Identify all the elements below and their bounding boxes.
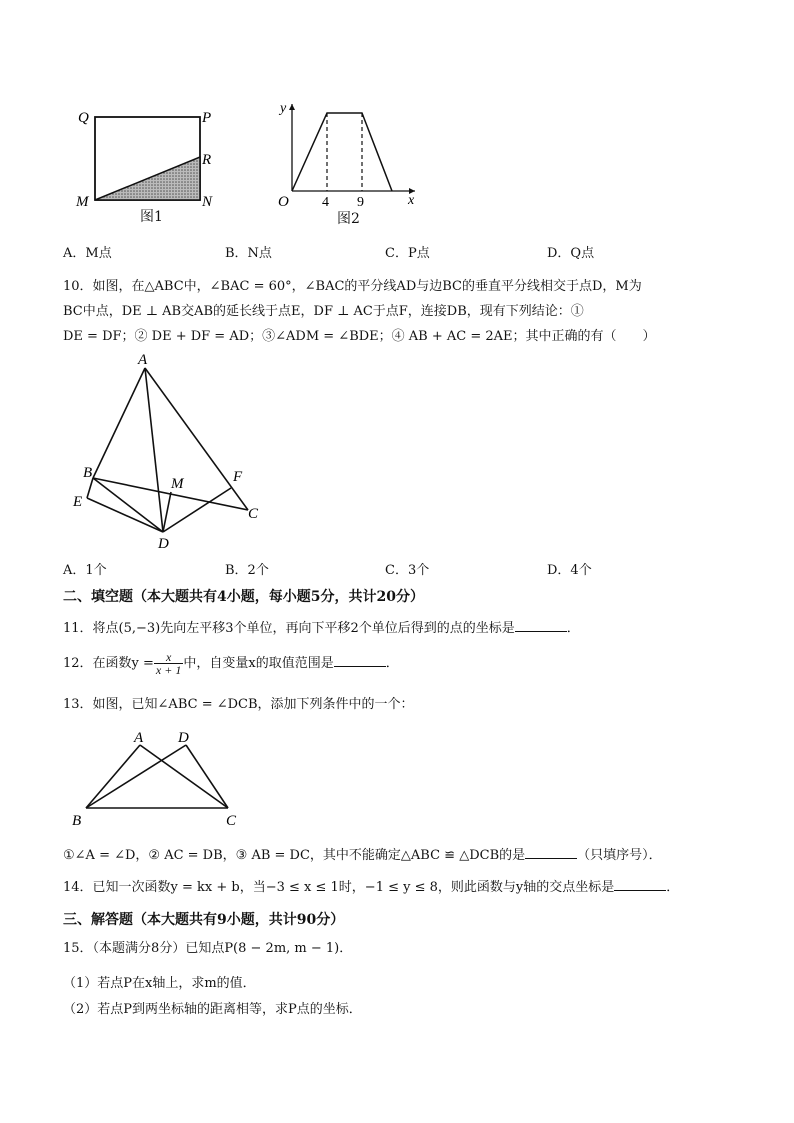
q14-end: ． xyxy=(666,880,680,895)
q12-fraction xyxy=(154,651,183,676)
q14-text: 14．已知一次函数y = kx + b，当−3 ≤ x ≤ 1时，−1 ≤ y ≤ 8，则此函数与y轴的交点坐标是 xyxy=(63,880,615,895)
label-P: P xyxy=(202,110,212,126)
figure-q10 xyxy=(65,350,275,555)
q10-option-b: B．2个 xyxy=(225,563,269,578)
q12-post: 中，自变量x的取值范围是 xyxy=(183,656,334,671)
q15-part-2: （2）若点P到两坐标轴的距离相等，求P点的坐标． xyxy=(63,1002,362,1017)
q13-answer-blank[interactable] xyxy=(525,844,577,859)
label-C: C xyxy=(248,506,259,522)
q13-conditions-text: ①∠A = ∠D，② AC = DB，③ AB = DC，其中不能确定△ABC ≌ △DCB的是 xyxy=(63,848,526,863)
label-F: F xyxy=(233,469,243,485)
tick-9: 9 xyxy=(357,195,364,210)
q10-line-3: DE = DF；② DE + DF = AD；③∠ADM = ∠BDE；④ AB + AC = 2AE；其中正确的有（ ） xyxy=(63,329,656,344)
label-A: A xyxy=(134,730,144,746)
q11 xyxy=(63,617,580,638)
tick-4: 4 xyxy=(322,195,329,210)
label-Q: Q xyxy=(78,110,89,126)
origin-label: O xyxy=(278,194,289,210)
q9-option-b: B．N点 xyxy=(225,246,272,261)
q13-text: 13．如图，已知∠ABC = ∠DCB，添加下列条件中的一个： xyxy=(63,697,414,712)
q15-part-1: （1）若点P在x轴上，求m的值． xyxy=(63,976,256,991)
figure-q10-drawing xyxy=(65,350,275,555)
q11-end: ． xyxy=(566,621,580,636)
section-3-heading: 三、解答题（本大题共有9小题，共计90分） xyxy=(63,912,345,928)
q10-line-1: 10．如图，在△ABC中，∠BAC = 60°，∠BAC的平分线AD与边BC的垂直平分线相交于点D，M为 xyxy=(63,279,642,294)
label-D: D xyxy=(158,536,169,552)
q13-end: （只填序号）． xyxy=(577,848,662,863)
axis-x-label: x xyxy=(408,193,415,208)
axis-y-label: y xyxy=(280,101,287,116)
q11-answer-blank[interactable] xyxy=(515,617,567,632)
q9-option-c: C．P点 xyxy=(385,246,430,261)
figure-1 xyxy=(70,100,220,230)
q14-answer-blank[interactable] xyxy=(614,876,666,891)
q9-option-d: D．Q点 xyxy=(547,246,595,261)
section-2-heading: 二、填空题（本大题共有4小题，每小题5分，共计20分） xyxy=(63,589,424,605)
q13-conditions xyxy=(63,844,662,865)
q12-end: ． xyxy=(385,656,399,671)
q12-denominator: x + 1 xyxy=(155,663,182,677)
q11-text: 11．将点(5,−3)先向左平移3个单位，再向下平移2个单位后得到的点的坐标是 xyxy=(63,621,515,636)
label-N: N xyxy=(202,194,213,210)
label-B: B xyxy=(72,813,82,829)
figure-1-caption: 图1 xyxy=(140,209,163,225)
q9-option-a: A．M点 xyxy=(63,246,112,261)
q12-pre: 12．在函数y = xyxy=(63,656,154,671)
q10-option-d: D．4个 xyxy=(547,563,592,578)
figure-q13 xyxy=(68,725,253,830)
q14 xyxy=(63,876,679,897)
label-D: D xyxy=(178,730,189,746)
q12-numerator: x xyxy=(154,651,183,664)
label-M: M xyxy=(76,194,89,210)
q10-option-a: A．1个 xyxy=(63,563,107,578)
label-A: A xyxy=(138,352,148,368)
label-R: R xyxy=(202,152,212,168)
figure-2-caption: 图2 xyxy=(337,211,360,227)
label-B: B xyxy=(83,465,93,481)
q15-stem: 15．（本题满分8分）已知点P(8 − 2m, m − 1)． xyxy=(63,941,353,956)
q12-answer-blank[interactable] xyxy=(334,652,386,667)
label-E: E xyxy=(73,494,83,510)
q10-option-c: C．3个 xyxy=(385,563,430,578)
label-C: C xyxy=(226,813,237,829)
q10-line-2: BC中点，DE ⊥ AB交AB的延长线于点E，DF ⊥ AC于点F，连接DB，现有下列结论：① xyxy=(63,304,584,319)
q12 xyxy=(63,651,399,676)
figure-2 xyxy=(270,98,420,230)
label-M: M xyxy=(171,476,184,492)
figure-q13-drawing xyxy=(68,725,253,830)
